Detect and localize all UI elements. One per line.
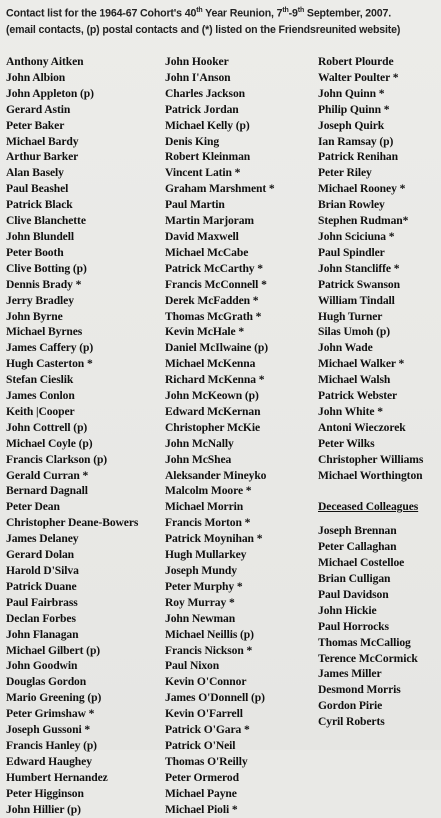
contact-name: Christopher Deane-Bowers — [6, 516, 139, 530]
contact-name: James Delaney — [6, 532, 79, 546]
deceased-name: James Miller — [318, 667, 382, 681]
contact-name: Patrick Black — [6, 198, 73, 212]
contact-name: Thomas O'Reilly — [165, 754, 248, 768]
contact-name: Mario Greening (p) — [6, 691, 102, 705]
contact-name: John Albion — [6, 70, 66, 84]
contact-name: Malcolm Moore * — [165, 484, 252, 498]
contact-name: Edward McKernan — [165, 404, 261, 418]
contact-name: Hugh Casterton * — [6, 357, 93, 371]
deceased-name: Joseph Brennan — [318, 524, 397, 538]
contact-name: John Quinn * — [318, 86, 385, 100]
contact-name: John Stancliffe * — [318, 261, 400, 275]
contact-name: Derek McFadden * — [165, 293, 259, 307]
contact-name: Hugh Mullarkey — [165, 548, 247, 562]
contact-name: Patrick Webster — [318, 389, 398, 403]
contact-name: John White * — [318, 404, 383, 418]
contact-name: Stephen Rudman* — [318, 214, 409, 228]
contact-name: Patrick Moynihan * — [165, 532, 263, 546]
deceased-name: John Hickie — [318, 603, 377, 617]
contact-name: Michael Pioli * — [165, 802, 238, 816]
contact-name: Peter Ormerod — [165, 770, 239, 784]
contact-name: Harold D'Silva — [6, 564, 79, 577]
contact-name: Clive Blanchette — [6, 214, 86, 228]
contact-name: John Flanagan — [6, 627, 79, 641]
contact-name: Peter Murphy * — [165, 579, 243, 593]
contact-name: Kevin McHale * — [165, 325, 245, 339]
contact-name: David Maxwell — [165, 229, 239, 243]
contact-name: Gerard Astin — [6, 102, 71, 116]
contact-name: Francis McConnell * — [165, 277, 267, 291]
contact-name: Antoni Wieczorek — [318, 420, 406, 434]
contact-name: Francis Nickson * — [165, 643, 253, 657]
contact-name: John Newman — [165, 611, 236, 625]
contact-name: John McKeown (p) — [165, 389, 259, 403]
contact-name: Thomas McGrath * — [165, 309, 262, 323]
deceased-name: Thomas McCalliog — [318, 635, 411, 649]
contact-name: Michael Rooney * — [318, 182, 406, 196]
contact-name: Michael Byrnes — [6, 325, 83, 339]
contact-name: Paul Nixon — [165, 659, 220, 673]
contact-name: Charles Jackson — [165, 86, 245, 100]
contact-name: William Tindall — [318, 293, 395, 307]
contact-name: Peter Booth — [6, 245, 64, 259]
contact-name: Paul Beashel — [6, 182, 69, 196]
contact-name: Peter Grimshaw * — [6, 707, 95, 721]
contact-name: Peter Baker — [6, 118, 65, 132]
contact-name: Michael Gilbert (p) — [6, 643, 101, 657]
contact-name: Gerard Dolan — [6, 548, 75, 562]
contact-name: John Goodwin — [6, 659, 78, 673]
contact-name: John McNally — [165, 436, 234, 450]
contact-name: Michael Walker * — [318, 357, 405, 371]
document-header — [6, 3, 438, 38]
contact-name: Christopher McKie — [165, 420, 261, 434]
contact-name: Michael Morrin — [165, 500, 244, 514]
contact-name: Arthur Barker — [6, 150, 79, 164]
name-column-1 — [6, 54, 166, 818]
contact-name: Patrick Renihan — [318, 150, 398, 164]
contact-name: Clive Botting (p) — [6, 261, 87, 275]
contact-name: Silas Umoh (p) — [318, 325, 391, 339]
contact-name: Edward Haughey — [6, 754, 92, 768]
contact-name: Michael Payne — [165, 786, 237, 800]
contact-name: John Hillier (p) — [6, 802, 81, 816]
contact-name: Peter Riley — [318, 166, 372, 180]
deceased-name: Terence McCormick — [318, 651, 418, 665]
spacer — [318, 483, 441, 499]
contact-name: John McShea — [165, 452, 232, 466]
deceased-section-title: Deceased Colleagues — [318, 500, 419, 514]
contact-name: Bernard Dagnall — [6, 484, 88, 498]
contact-name: James O'Donnell (p) — [165, 691, 265, 705]
contact-name: Paul Martin — [165, 198, 225, 212]
contact-name: Philip Quinn * — [318, 102, 390, 116]
contact-name: Christopher Williams — [318, 452, 424, 466]
contact-name: Patrick McCarthy * — [165, 261, 264, 275]
contact-name: Peter Higginson — [6, 786, 84, 800]
deceased-name: Brian Culligan — [318, 571, 391, 585]
contact-name: John Hooker — [165, 55, 229, 68]
contact-name: Denis King — [165, 134, 220, 148]
contact-name: Aleksander Mineyko — [165, 468, 267, 482]
contact-name: John Appleton (p) — [6, 86, 94, 100]
contact-name: Jerry Bradley — [6, 293, 74, 307]
contact-name: Michael Worthington — [318, 468, 423, 482]
contact-name: Patrick O'Gara * — [165, 723, 250, 737]
contact-name: Graham Marshment * — [165, 182, 275, 196]
contact-name: Roy Murray * — [165, 595, 235, 609]
contact-name: Dennis Brady * — [6, 277, 82, 291]
contact-name: John Wade — [318, 341, 373, 355]
contact-name: Gerald Curran * — [6, 468, 89, 482]
contact-name: Joseph Gussoni * — [6, 723, 91, 737]
contact-name: Michael McKenna — [165, 357, 256, 371]
contact-name: Michael Neillis (p) — [165, 627, 254, 641]
contact-name: Keith |Cooper — [6, 404, 75, 418]
contact-name: Michael Coyle (p) — [6, 436, 93, 450]
contact-name: John Byrne — [6, 309, 63, 323]
contact-name: Michael McCabe — [165, 245, 249, 259]
header-title: Contact list for the 1964-67 Cohort's 40th Year Reunion, 7th-9th September, 2007. — [6, 7, 392, 20]
contact-name: John Cottrell (p) — [6, 420, 88, 434]
contact-name: Peter Wilks — [318, 436, 375, 450]
contact-name: James Caffery (p) — [6, 341, 94, 355]
name-column-3 — [318, 54, 441, 730]
deceased-name: Cyril Roberts — [318, 715, 385, 729]
contact-name: Hugh Turner — [318, 309, 383, 323]
deceased-name: Desmond Morris — [318, 683, 401, 697]
contact-name: Joseph Mundy — [165, 564, 237, 577]
name-column-2 — [165, 54, 315, 818]
contact-list-col3 — [318, 54, 441, 483]
contact-name: Ian Ramsay (p) — [318, 134, 394, 148]
contact-name: Joseph Quirk — [318, 118, 385, 132]
contact-name: Kevin O'Connor — [165, 675, 247, 689]
contact-name: Daniel McIlwaine (p) — [165, 341, 268, 355]
contact-name: John I'Anson — [165, 70, 231, 84]
contact-name: Robert Kleinman — [165, 150, 251, 164]
contact-name: Paul Fairbrass — [6, 595, 78, 609]
contact-name: Francis Morton * — [165, 516, 251, 530]
contact-name: James Conlon — [6, 389, 75, 403]
contact-name: Patrick Jordan — [165, 102, 239, 116]
contact-name: Robert Plourde — [318, 55, 394, 68]
contact-name: Michael Walsh — [318, 373, 391, 387]
contact-name: Martin Marjoram — [165, 214, 254, 228]
contact-name: John Blundell — [6, 229, 74, 243]
header-legend: (email contacts, (p) postal contacts and (*) listed on the Friendsreunited website) — [6, 23, 401, 36]
contact-name: Michael Bardy — [6, 134, 79, 148]
contact-name: Patrick O'Neil — [165, 738, 236, 752]
deceased-name: Gordon Pirie — [318, 699, 383, 713]
deceased-list — [318, 523, 441, 730]
contact-name: Kevin O'Farrell — [165, 707, 243, 721]
contact-name: Francis Hanley (p) — [6, 738, 97, 752]
contact-name: Brian Rowley — [318, 198, 385, 212]
deceased-name: Paul Horrocks — [318, 619, 389, 633]
contact-name: Patrick Swanson — [318, 277, 400, 291]
contact-name: Francis Clarkson (p) — [6, 452, 108, 466]
contact-name: Peter Dean — [6, 500, 60, 514]
deceased-name: Peter Callaghan — [318, 540, 397, 554]
contact-name: Anthony Aitken — [6, 55, 84, 68]
contact-name: Richard McKenna * — [165, 373, 265, 387]
contact-name: Douglas Gordon — [6, 675, 87, 689]
contact-name: Stefan Cieslik — [6, 373, 74, 387]
contact-name: Vincent Latin * — [165, 166, 241, 180]
contact-name: John Sciciuna * — [318, 229, 395, 243]
contact-name: Walter Poulter * — [318, 70, 399, 84]
deceased-name: Paul Davidson — [318, 587, 389, 601]
contact-name: Alan Basely — [6, 166, 64, 180]
contact-name: Michael Kelly (p) — [165, 118, 250, 132]
deceased-name: Michael Costelloe — [318, 556, 405, 570]
contact-name: Declan Forbes — [6, 611, 76, 625]
contact-name: Paul Spindler — [318, 245, 385, 259]
contact-name: Patrick Duane — [6, 579, 77, 593]
contact-name: Humbert Hernandez — [6, 770, 108, 784]
